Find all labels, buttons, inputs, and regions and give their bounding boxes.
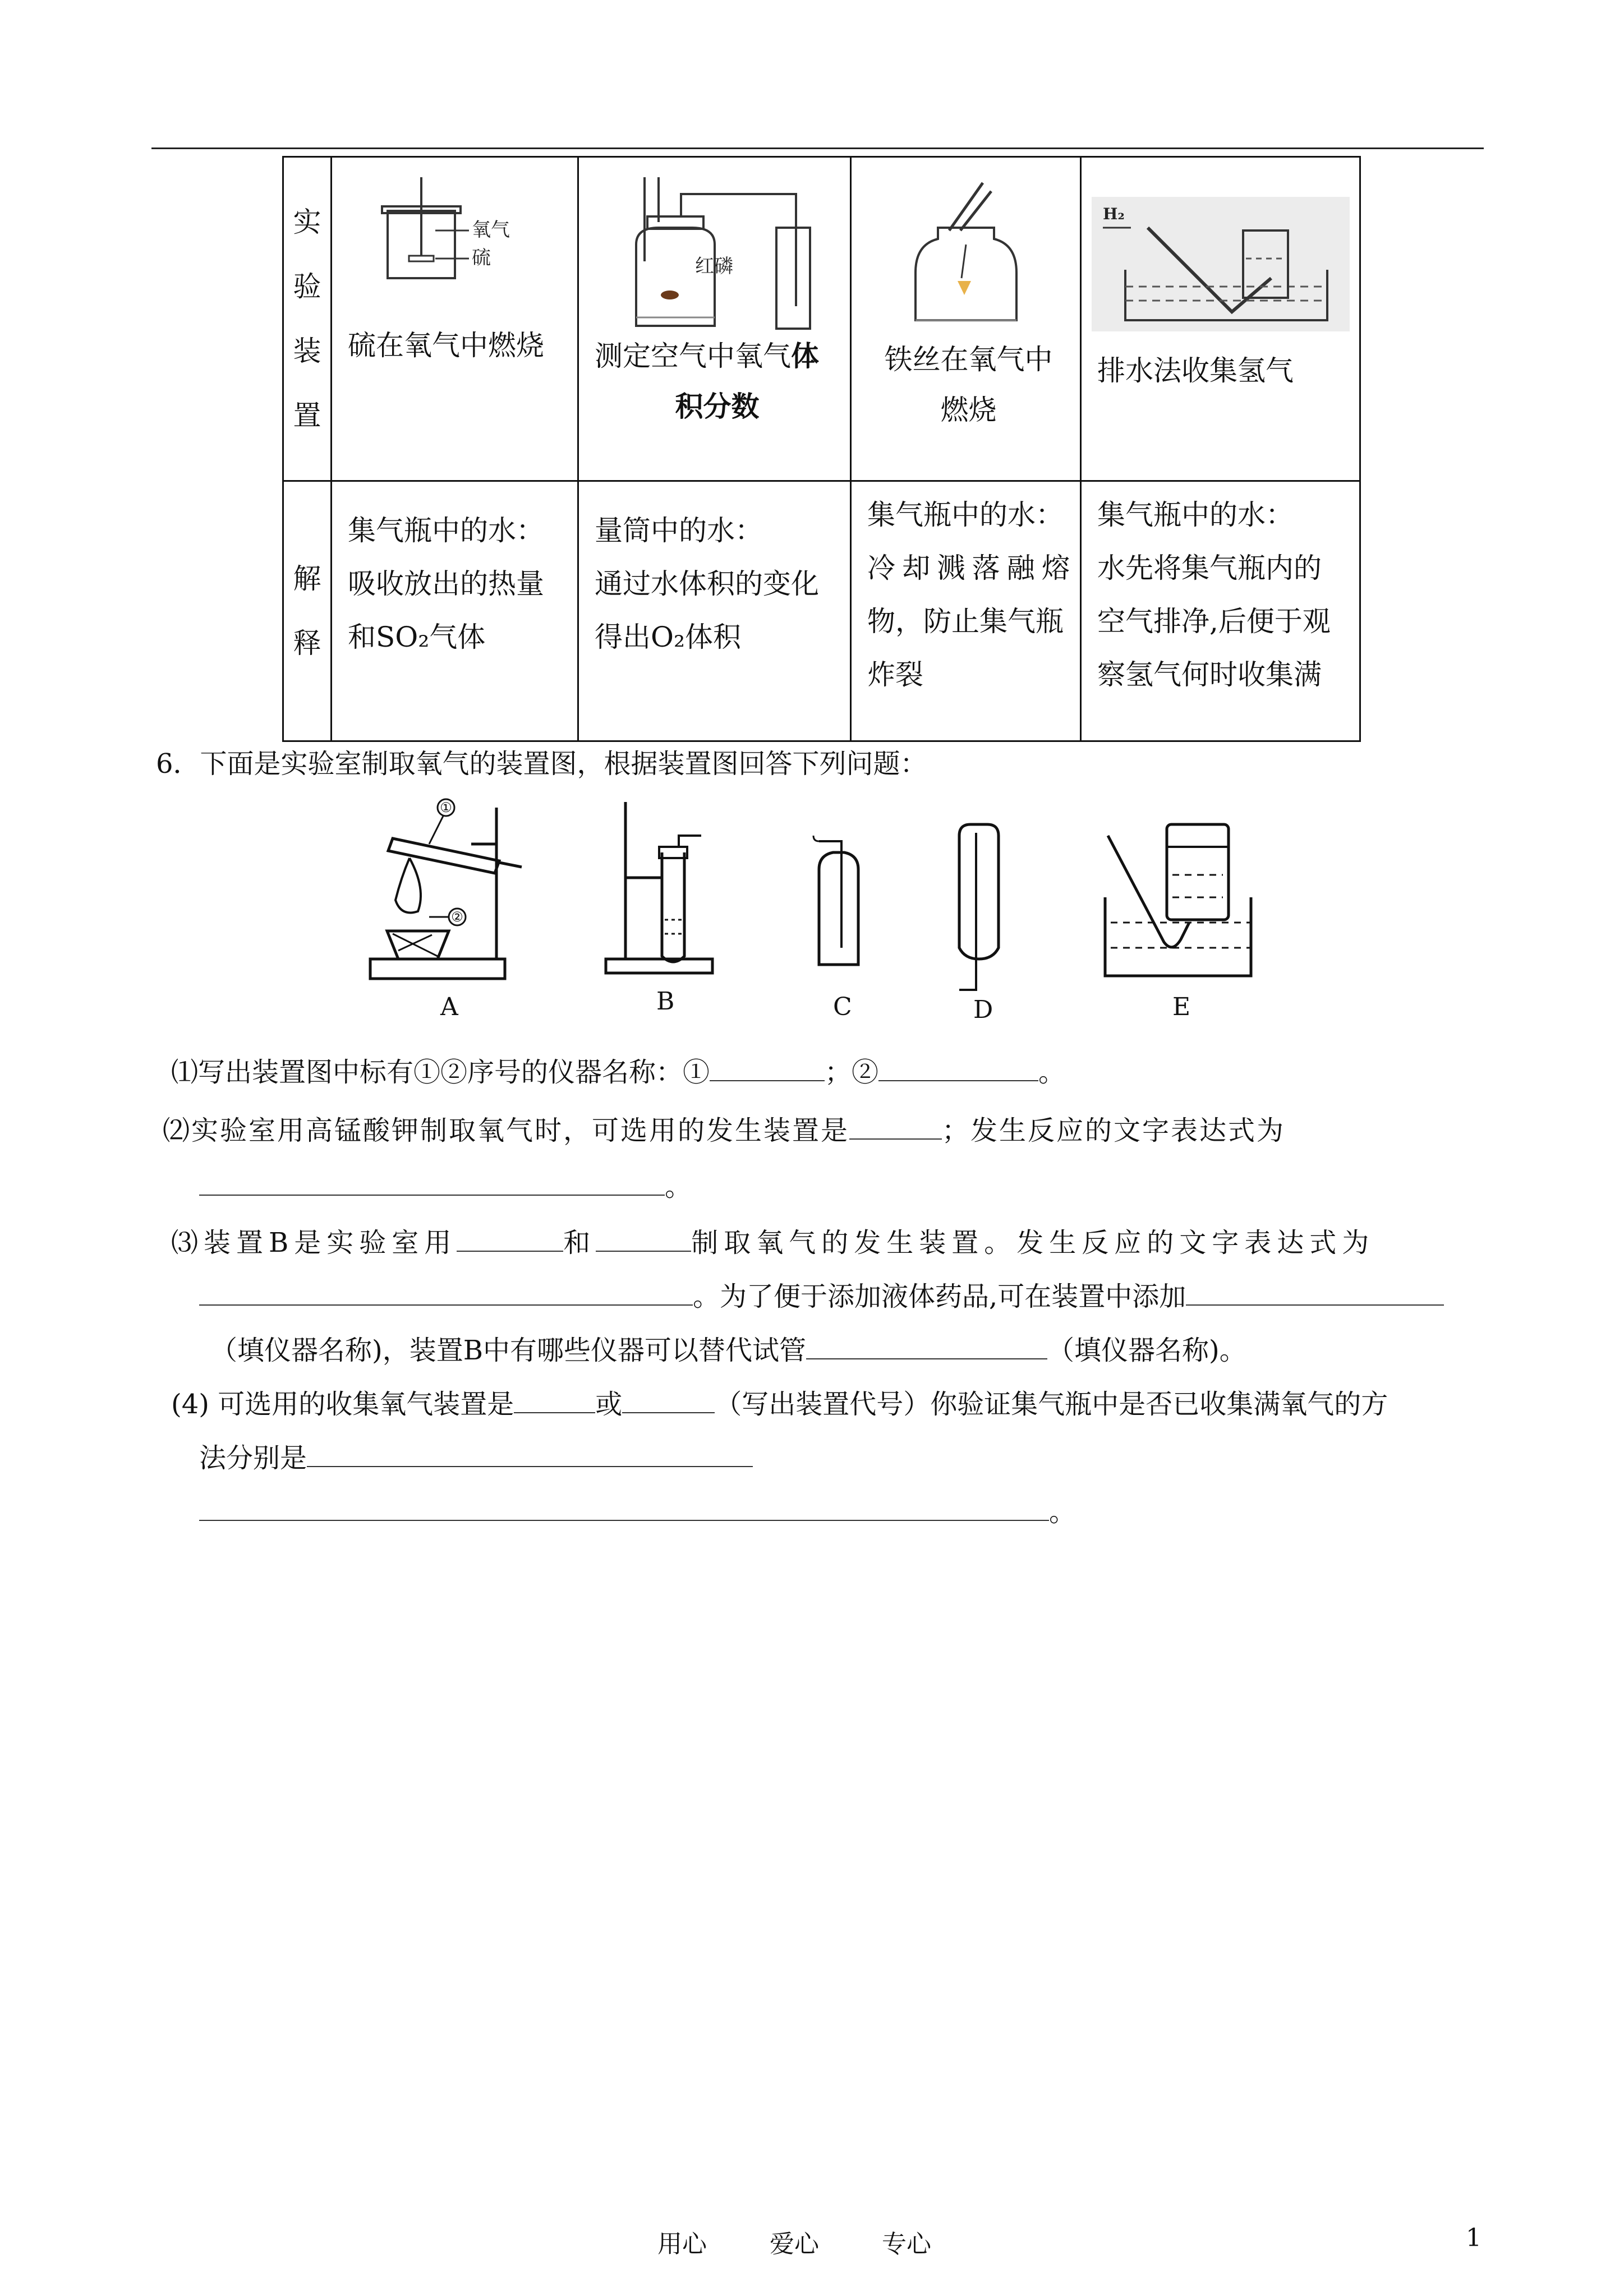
label-a: A — [440, 993, 458, 1021]
explanation-sulfur: 集气瓶中的水： 吸收放出的热量 和SO₂气体 — [332, 481, 578, 741]
answer-blank-11[interactable] — [622, 1389, 715, 1413]
question6-part4: (4) 可选用的收集氧气装置是 或 （写出装置代号）你验证集气瓶中是否已收集满氧气的方 — [171, 1389, 1388, 1420]
label-red-phosphorus: 红磷 — [694, 255, 733, 278]
answer-blank-10[interactable] — [514, 1389, 595, 1413]
caption-air-oxygen-bold2: 积分数 — [675, 390, 760, 423]
question6-part3-cont2: （填仪器名称)，装置B中有哪些仪器可以替代试管 （填仪器名称)。 — [210, 1335, 1246, 1366]
label-hydrogen: H₂ — [1102, 205, 1125, 223]
question6-part2: ⑵实验室用高锰酸钾制取氧气时，可选用的发生装置是 ；发生反应的文字表达式为 — [163, 1115, 1286, 1146]
question6-part3-cont1: 。为了便于添加液体药品,可在装置中添加 — [199, 1274, 1444, 1319]
caption-hydrogen: 排水法收集氢气 — [1097, 354, 1294, 387]
explanation-iron: 集气瓶中的水： 冷却溅落融熔 物，防止集气瓶 炸裂 — [851, 481, 1081, 741]
answer-blank-4[interactable] — [199, 1171, 665, 1196]
row-header-explanation: 解 释 — [283, 481, 332, 741]
question6-part1: ⑴写出装置图中标有①②序号的仪器名称：① ；② 。 — [171, 1057, 1066, 1088]
answer-blank-3[interactable] — [849, 1115, 942, 1140]
apparatus-b — [606, 802, 712, 973]
answer-blank-6[interactable] — [596, 1227, 691, 1252]
cell-iron-combustion — [851, 157, 1081, 481]
air-oxygen-figure — [602, 177, 827, 334]
question6-part4-cont2: 。 — [199, 1490, 1076, 1534]
header-rule — [151, 147, 1484, 149]
marker-1: ① — [440, 800, 452, 815]
cell-air-oxygen-volume — [578, 157, 851, 481]
label-c: C — [833, 993, 852, 1021]
footer-slogan-1: 用心 — [657, 2230, 707, 2258]
apparatus-e — [1105, 824, 1251, 976]
caption-sulfur: 硫在氧气中燃烧 — [348, 329, 544, 362]
question6-part3: ⑶装置B是实验室用 和 制取氧气的发生装置。发生反应的文字表达式为 — [171, 1227, 1375, 1258]
apparatus-a — [370, 799, 522, 979]
label-sulfur: 硫 — [471, 247, 491, 269]
hydrogen-collection-figure — [1092, 197, 1350, 331]
explanation-hydrogen: 集气瓶中的水： 水先将集气瓶内的 空气排净,后便于观 察氢气何时收集满 — [1081, 481, 1360, 741]
iron-combustion-figure — [882, 177, 1050, 323]
experiment-table — [282, 156, 1361, 742]
apparatus-c — [813, 836, 858, 965]
page-number: 1 — [1466, 2224, 1482, 2252]
question6-title: 6．下面是实验室制取氧气的装置图，根据装置图回答下列问题： — [156, 748, 927, 780]
answer-blank-1[interactable] — [710, 1057, 825, 1081]
answer-blank-12[interactable] — [307, 1442, 753, 1467]
label-e: E — [1172, 993, 1191, 1021]
cell-hydrogen-collection — [1081, 157, 1360, 481]
explanation-air-oxygen: 量筒中的水： 通过水体积的变化 得出O₂体积 — [578, 481, 851, 741]
caption-air-oxygen: 测定空气中氧气 — [595, 340, 791, 372]
caption-air-oxygen-bold1: 体 — [791, 339, 819, 372]
label-b: B — [656, 987, 675, 1016]
question6-part4-cont1: 法分别是 — [199, 1436, 753, 1481]
question6-part2-cont: 。 — [199, 1164, 692, 1209]
sulfur-combustion-figure — [360, 177, 550, 289]
marker-2: ② — [451, 909, 463, 925]
answer-blank-13[interactable] — [199, 1496, 1049, 1521]
answer-blank-8[interactable] — [1186, 1281, 1444, 1306]
cell-sulfur-combustion — [332, 157, 578, 481]
label-oxygen: 氧气 — [471, 219, 510, 241]
caption-iron-line2: 燃烧 — [940, 394, 997, 426]
footer-slogan-3: 专心 — [882, 2230, 931, 2258]
label-d: D — [973, 995, 993, 1024]
apparatus-figure — [359, 791, 1279, 1038]
answer-blank-9[interactable] — [806, 1335, 1047, 1359]
footer-slogan-2: 爱心 — [770, 2230, 819, 2258]
answer-blank-2[interactable] — [878, 1057, 1038, 1081]
answer-blank-5[interactable] — [457, 1227, 563, 1252]
apparatus-d — [959, 824, 999, 990]
row-header-apparatus: 实 验 装 置 — [283, 157, 332, 481]
caption-iron-line1: 铁丝在氧气中 — [884, 343, 1053, 376]
answer-blank-7[interactable] — [199, 1281, 693, 1306]
